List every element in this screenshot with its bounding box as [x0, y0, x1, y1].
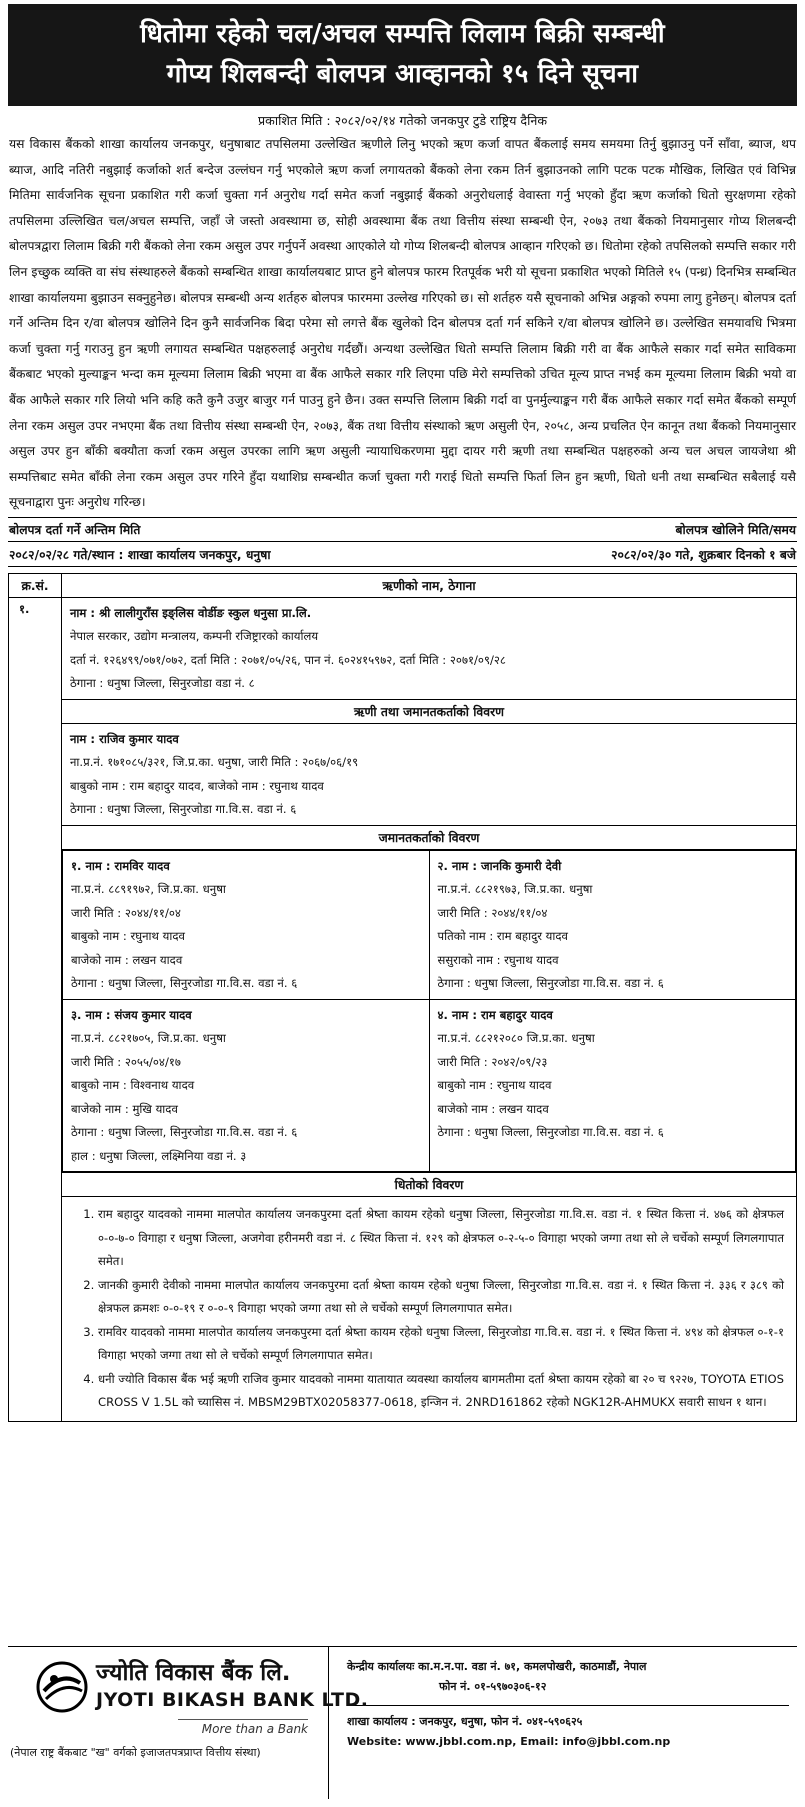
- bank-contact-info: [328, 1647, 797, 1799]
- collateral-cell: [62, 1197, 797, 1422]
- surety-card: [429, 999, 796, 1172]
- sureties-cell: [62, 849, 797, 1173]
- surety-name: २. नाम : जानकि कुमारी देवी: [437, 858, 562, 873]
- surety-detail: जारी मिति : २०४४/११/०४: [71, 905, 181, 920]
- surety-detail: बाजेको नाम : लखन यादव: [71, 952, 183, 967]
- guarantor-block: [62, 723, 797, 825]
- surety-name: १. नाम : रामविर यादव: [71, 858, 170, 873]
- sureties-header: जमानतकर्ताको विवरण: [62, 825, 797, 849]
- title-banner: [8, 4, 797, 106]
- surety-detail: ससुराको नाम : रघुनाथ यादव: [437, 952, 559, 967]
- surety-detail: ना.प्र.नं. ८८९१९७२, जि.प्र.का. धनुषा: [71, 882, 226, 897]
- sn-header: क्र.सं.: [9, 573, 62, 597]
- table-row: [9, 597, 797, 699]
- contact-divider: [347, 1705, 789, 1706]
- table-header-row: [9, 573, 797, 597]
- details-table: [8, 573, 797, 1422]
- central-office-phone: फोन नं. ०१-५९७०३०६-१२: [439, 1680, 547, 1693]
- website-email: Website: www.jbbl.com.np, Email: info@jbbl.com.np: [347, 1735, 671, 1748]
- central-office-address: केन्द्रीय कार्यालयः का.म.न.पा. वडा नं. ७१, कमलपोखरी, काठमाडौं, नेपाल: [347, 1660, 647, 1673]
- surety-card: [429, 850, 796, 999]
- surety-detail: ना.प्र.नं. ८८२१२०८० जि.प्र.का. धनुषा: [437, 1031, 595, 1046]
- sureties-grid: [62, 850, 796, 1173]
- surety-detail: ना.प्र.नं. ८८२१७०५, जि.प्र.का. धनुषा: [71, 1031, 226, 1046]
- guarantor-id: ना.प्र.नं. १७१०८५/३२१, जि.प्र.का. धनुषा, जारी मिति : २०६७/०६/१९: [70, 755, 359, 770]
- surety-card: [63, 999, 430, 1172]
- surety-detail: पतिको नाम : राम बहादुर यादव: [437, 929, 568, 944]
- guarantor-header: ऋणी तथा जमानतकर्ताको विवरण: [62, 699, 797, 723]
- bank-license-note: (नेपाल राष्ट्र बैंकबाट "ख" वर्गको इजाजतपत्रप्राप्त वित्तीय संस्था): [10, 1746, 261, 1759]
- surety-detail: ठेगाना : धनुषा जिल्ला, सिनुरजोडा गा.वि.स. वडा नं. ६: [437, 1125, 664, 1140]
- bank-tagline: More than a Bank: [178, 1719, 308, 1736]
- opening-date-value: २०८२/०२/३० गते, शुक्रबार दिनको १ बजे: [611, 547, 796, 562]
- borrower-reg-details: दर्ता नं. १२६४९९/०७१/०७२, दर्ता मिति : २०७१/०५/२६, पान नं. ६०२४१५९७२, दर्ता मिति : २०७१/०९/२८: [70, 652, 506, 667]
- published-date-line: प्रकाशित मिति : २०८२/०२/१४ गतेको जनकपुर टुडे राष्ट्रिय दैनिक: [257, 113, 548, 128]
- notice-title-line1: धितोमा रहेको चल/अचल सम्पत्ति लिलाम बिक्री सम्बन्धी: [140, 19, 665, 49]
- branch-office-info: शाखा कार्यालय : जनकपुर, धनुषा, फोन नं. ०४१-५९०६२५: [347, 1715, 583, 1728]
- surety-detail: ठेगाना : धनुषा जिल्ला, सिनुरजोडा गा.वि.स. वडा नं. ६: [71, 976, 298, 991]
- surety-name: ३. नाम : संजय कुमार यादव: [71, 1007, 192, 1022]
- surety-detail: बाजेको नाम : लखन यादव: [437, 1101, 549, 1116]
- borrower-reg-office: नेपाल सरकार, उद्योग मन्त्रालय, कम्पनी रजिष्ट्रारको कार्यालय: [70, 629, 319, 644]
- surety-detail: बाबुको नाम : रघुनाथ यादव: [71, 929, 185, 944]
- surety-detail: बाबुको नाम : विश्वनाथ यादव: [71, 1078, 195, 1093]
- surety-detail: जारी मिति : २०४२/०९/२३: [437, 1054, 548, 1069]
- surety-card: [63, 850, 430, 999]
- surety-detail: ठेगाना : धनुषा जिल्ला, सिनुरजोडा गा.वि.स. वडा नं. ६: [437, 976, 664, 991]
- list-item: 2. जानकी कुमारी देवीको नाममा मालपोत कार्यालय जनकपुरमा दर्ता श्रेष्ता कायम रहेको धनुषा जिल्ला, सिनुरजोडा गा.वि.स. वडा नं. १ स्थित कित्ता नं. ३३६ र ३८९ को क्षेत्रफल क्रमशः ०-०-१९ र ०-०-९ विगाहा भएको जग्गा तथा सो ले चर्चेको सम्पूर्ण लिगलगापात समेत।: [98, 1274, 784, 1321]
- list-item: 1. राम बहादुर यादवको नाममा मालपोत कार्यालय जनकपुरमा दर्ता श्रेष्ता कायम रहेको धनुषा जिल्ला, सिनुरजोडा गा.वि.स. वडा नं. १ स्थित कित्ता नं. ४७६ को क्षेत्रफल ०-०-७-० विगाहा र धनुषा जिल्ला, अजगेवा हरीनमरी वडा नं. ८ स्थित कित्ता नं. १२९ को क्षेत्रफल ०-२-५-० विगाहा भएको जग्गा तथा सो ले चर्चेको सम्पूर्ण लिगलगापात समेत।: [98, 1203, 784, 1274]
- notice-body-paragraph: यस विकास बैंकको शाखा कार्यालय जनकपुर, धनुषाबाट तपसिलमा उल्लेखित ऋणीले लिनु भएको ऋण कर्जा वापत बैंकलाई समय समयमा तिर्नु बुझाउनु पर्ने साँवा, ब्याज, थप ब्याज, आदि नतिरी नबुझाई कर्जाको शर्त बन्देज उल्लंघन गर्नु भएकोले ऋण कर्जा लगायतको बैंकको लेना रकम तिर्न बुझाउनको लागि पटक पटक मौखिक, लिखित एवं विभिन्न मितिमा सार्वजनिक सूचना प्रकाशित गरी कर्जा चुक्ता गर्न अनुरोध गर्दा समेत कर्जा नबुझाई बैंकको अनुरोधलाई वेवास्ता गर्नु भएको हुँदा ऋण कर्जाको धितो सुरक्षणमा रहेको तपसिलमा उल्लिखित चल/अचल सम्पत्ति, जहाँ जे जस्तो अवस्थामा छ, सोही अवस्थामा बैंक तथा वित्तीय संस्था सम्बन्धी ऐन, २०७३ तथा बैंकको नियमानुसार गोप्य शिलबन्दी बोलपत्रद्वारा लिलाम बिक्री गरी बैंकको लेना रकम असुल उपर गर्नुपर्ने अवस्था आएकोले यो गोप्य शिलबन्दी बोलपत्र आव्हान गरिएको छ। धितोमा रहेको तपसिलको सम्पत्ति सकार गरी लिन इच्छुक व्यक्ति वा संघ संस्थाहरुले बैंकको सम्बन्धित शाखा कार्यालयबाट प्राप्त हुने बोलपत्र फारम रितपूर्वक भरी यो सूचना प्रकाशित भएको मितिले १५ (पन्ध्र) दिनभित्र सम्बन्धित शाखा कार्यालयमा बुझाउन सक्नुहुनेछ। बोलपत्र सम्बन्धी अन्य शर्तहरु बोलपत्र फारममा उल्लेख गरिएको छ। सो शर्तहरु यसै सूचनाको अभिन्न अङ्गको रुपमा लागु हुनेछन्। बोलपत्र दर्ता गर्ने अन्तिम दिन र/वा बोलपत्र खोलिने दिन कुनै सार्वजनिक बिदा परेमा सो लगत्ते बैंक खुलेको दिन बोलपत्र दर्ता गर्न सकिने र/वा बोलपत्र खोलिने छ। उल्लेखित समयावधि भित्रमा कर्जा चुक्ता गर्नु गराउनु हुन ऋणी लगायत सम्बन्धित पक्षहरुलाई अनुरोध गर्दछौं। अन्यथा उल्लेखित धितो सम्पत्ति लिलाम बिक्री गरी वा बैंक आफैले सकार गर्दा समेत साविकमा बैंकबाट भएको मुल्याङ्कन भन्दा कम मूल्यमा लिलाम बिक्री भएमा वा बैंक आफैले सकार गरि लिएमा पछि मेरो सम्पत्तिको उचित मूल्य प्राप्त नभई कम मूल्यमा लिलाम बिक्री भयो वा बैंक आफैले सकार गरि लियो भनि कहि कतै कुनै उजुर बाजुर गर्न पाउनु हुने छैन। उक्त सम्पत्ति लिलाम बिक्री गर्दा वा पुनर्मुल्याङ्कन गरी बैंक आफैले सकार गर्दा समेत बैंकको सम्पूर्ण लेना रकम असुल उपर नभएमा बैंक तथा वित्तीय संस्था सम्बन्धी ऐन, २०७३, बैंक तथा वित्तीय संस्थाको ऋण असुली ऐन, २०५८, अन्य प्रचलित ऐन कानून तथा बैंकको नियमानुसार असुल उपर हुन बाँकी बक्यौता कर्जा रकम असुल उपरका लागि ऋण असुली न्यायाधिकरणमा मुद्दा दायर गरी ऋणी तथा सम्बन्धित पक्षहरुको अन्य चल अचल जायजेथा श्री सम्पत्तिबाट समेत बाँकी लेना रकम असुल उपर गरिने हुँदा यथाशिघ्र सम्बन्धीत कर्जा चुक्ता गरी गराई धितो सम्पत्ति फिर्ता लिन हुन ऋणी, धितो धनी तथा सम्बन्धित सबैलाई यसै सूचनाद्वारा पुनः अनुरोध गरिन्छ।: [9, 137, 796, 510]
- bank-name-nepali: ज्योति विकास बैंक लि.: [96, 1660, 291, 1686]
- surety-detail: बाजेको नाम : मुखि यादव: [71, 1101, 178, 1116]
- list-item: 3. रामविर यादवको नाममा मालपोत कार्यालय जनकपुरमा दर्ता श्रेष्ता कायम रहेको धनुषा जिल्ला, सिनुरजोडा गा.वि.स. वडा नं. १ स्थित कित्ता नं. ४९४ को क्षेत्रफल ०-१-१ विगाहा भएको जग्गा तथा सो ले चर्चेको सम्पूर्ण लिगलगापात समेत।: [98, 1321, 784, 1368]
- guarantor-name: नाम : राजिव कुमार यादव: [70, 731, 179, 746]
- borrower-block: [62, 597, 797, 699]
- surety-name: ४. नाम : राम बहादुर यादव: [437, 1007, 553, 1022]
- surety-detail: ठेगाना : धनुषा जिल्ला, सिनुरजोडा गा.वि.स. वडा नं. ६: [71, 1125, 298, 1140]
- bank-logo-area: [8, 1647, 369, 1799]
- collateral-header: धितोको विवरण: [62, 1173, 797, 1197]
- surety-detail: जारी मिति : २०५५/०४/१७: [71, 1054, 181, 1069]
- borrower-name: नाम : श्री लालीगुराँस इङ्लिस वोर्डीङ स्कुल धनुसा प्रा.लि.: [70, 605, 312, 620]
- bank-footer: [8, 1646, 797, 1799]
- submission-deadline-value: २०८२/०२/२८ गते/स्थान : शाखा कार्यालय जनकपुर, धनुषा: [9, 547, 271, 562]
- bank-logo-icon: [36, 1661, 88, 1713]
- serial-number: १.: [9, 597, 62, 1421]
- notice-title-line2: गोप्य शिलबन्दी बोलपत्र आव्हानको १५ दिने सूचना: [166, 59, 639, 89]
- borrower-address: ठेगाना : धनुषा जिल्ला, सिनुरजोडा वडा नं. ८: [70, 676, 255, 691]
- opening-date-label: बोलपत्र खोलिने मिति/समय: [675, 522, 796, 537]
- dates-value-row: [8, 542, 797, 567]
- guarantor-address: ठेगाना : धनुषा जिल्ला, सिनुरजोडा गा.वि.स. वडा नं. ६: [70, 802, 297, 817]
- bank-name-english: JYOTI BIKASH BANK LTD.: [96, 1689, 369, 1711]
- guarantor-family: बाबुको नाम : राम बहादुर यादव, बाजेको नाम : रघुनाथ यादव: [70, 778, 324, 793]
- list-item: 4. धनी ज्योति विकास बैंक भई ऋणी राजिव कुमार यादवको नाममा यातायात व्यवस्था कार्यालय बागमतीमा दर्ता श्रेष्ता कायम रहेको बा २० च ९२२७, TOYOTA ETIOS CROSS V 1.5L को च्यासिस नं. MBSM29BTX02058377-0618, इन्जिन नं. 2NRD161862 रहेको NGK12R-AHMUKX सवारी साधन १ थान।: [98, 1368, 784, 1415]
- notice-page: [8, 4, 797, 1799]
- borrower-header: ऋणीको नाम, ठेगाना: [62, 573, 797, 597]
- submission-deadline-label: बोलपत्र दर्ता गर्ने अन्तिम मिति: [9, 522, 141, 537]
- surety-detail: जारी मिति : २०४४/११/०४: [437, 905, 548, 920]
- surety-detail: बाबुको नाम : रघुनाथ यादव: [437, 1078, 552, 1093]
- dates-header-row: [8, 517, 797, 542]
- collateral-list: [62, 1197, 796, 1421]
- surety-detail: ना.प्र.नं. ८८२१९७३, जि.प्र.का. धनुषा: [437, 882, 593, 897]
- surety-detail: हाल : धनुषा जिल्ला, लक्ष्मिनिया वडा नं. ३: [71, 1148, 247, 1163]
